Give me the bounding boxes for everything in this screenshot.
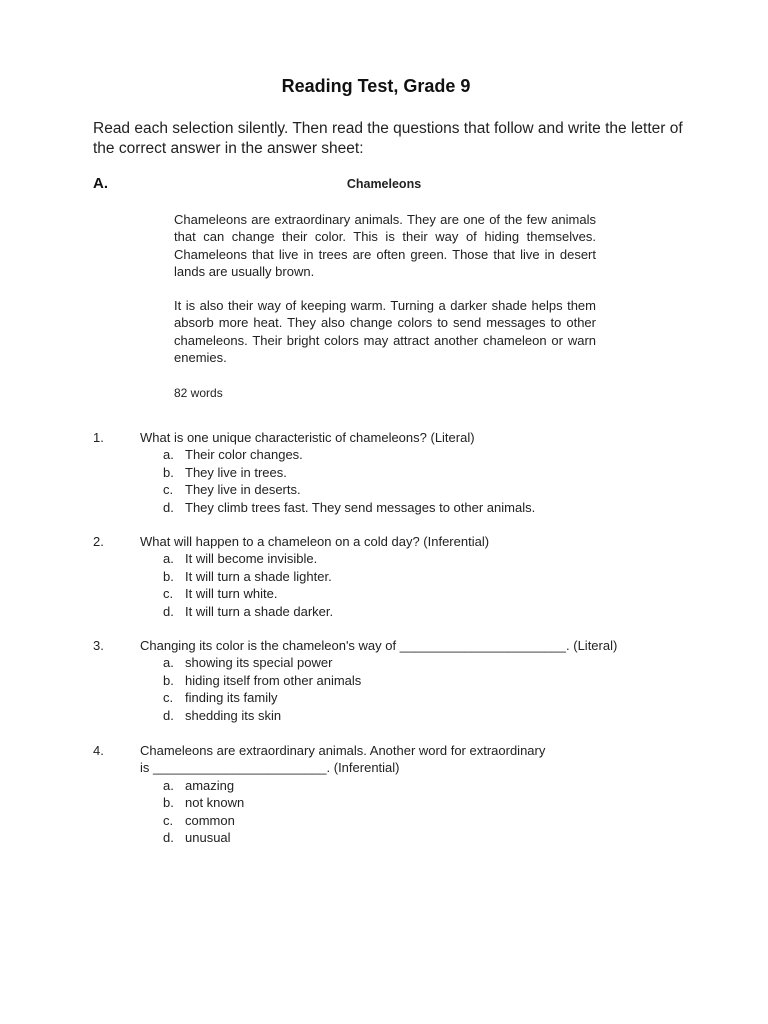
question-text: Changing its color is the chameleon's way of _______________________. (Literal) — [140, 638, 618, 653]
options-list — [163, 777, 244, 847]
option-text: It will turn a shade darker. — [185, 603, 334, 619]
option-letter: d. — [163, 499, 174, 515]
instructions: Read each selection silently. Then read the questions that follow and write the letter of the correct answer in the answer sheet: — [93, 120, 683, 157]
question-text: Chameleons are extraordinary animals. Another word for extraordinary — [140, 743, 546, 758]
option-c — [163, 481, 535, 498]
option-letter: c. — [163, 586, 174, 602]
page-title: Reading Test, Grade 9 — [281, 76, 471, 96]
option-letter: d. — [163, 829, 174, 845]
options-list — [163, 446, 535, 516]
option-text: hiding itself from other animals — [185, 672, 362, 688]
passage-paragraph-1: Chameleons are extraordinary animals. They are one of the few animals that can change their color. This is their way of hiding themselves. Chameleons that live in trees are often green. Those that live in desert lands are usually brown. — [174, 212, 596, 279]
option-letter: b. — [163, 795, 174, 811]
option-text: showing its special power — [185, 655, 333, 671]
option-a — [163, 446, 535, 463]
option-letter: a. — [163, 655, 174, 671]
option-letter: d. — [163, 603, 174, 619]
question-number: 3. — [93, 638, 104, 653]
option-d — [163, 603, 333, 620]
option-d — [163, 707, 361, 724]
option-letter: d. — [163, 707, 174, 723]
option-text: amazing — [185, 777, 235, 793]
passage-title: Chameleons — [346, 177, 422, 191]
question-text: What will happen to a chameleon on a cold day? (Inferential) — [140, 534, 490, 549]
question-number: 1. — [93, 430, 104, 445]
option-text: They live in deserts. — [185, 482, 301, 498]
passage — [174, 211, 596, 383]
option-c — [163, 689, 361, 706]
option-letter: b. — [163, 672, 174, 688]
option-text: They live in trees. — [185, 464, 287, 480]
option-b — [163, 464, 535, 481]
option-letter: c. — [163, 690, 174, 706]
option-text: shedding its skin — [185, 707, 282, 723]
option-text: It will become invisible. — [185, 551, 318, 567]
option-text: not known — [185, 795, 245, 811]
option-text: It will turn white. — [185, 586, 278, 602]
option-letter: b. — [163, 464, 174, 480]
option-b — [163, 794, 244, 811]
option-c — [163, 812, 244, 829]
question-text: What is one unique characteristic of chameleons? (Literal) — [140, 430, 475, 445]
option-a — [163, 550, 333, 567]
option-d — [163, 829, 244, 846]
section-letter: A. — [93, 175, 108, 192]
option-text: finding its family — [185, 690, 278, 706]
option-b — [163, 672, 361, 689]
options-list — [163, 550, 333, 620]
option-letter: c. — [163, 482, 174, 498]
option-text: Their color changes. — [185, 447, 303, 463]
option-text: unusual — [185, 829, 231, 845]
option-letter: a. — [163, 447, 174, 463]
question-text-continued: is ________________________. (Inferential) — [140, 760, 400, 776]
option-text: They climb trees fast. They send messages to other animals. — [185, 499, 536, 515]
option-letter: a. — [163, 777, 174, 793]
option-letter: a. — [163, 551, 174, 567]
option-c — [163, 585, 333, 602]
passage-paragraph-2: It is also their way of keeping warm. Turning a darker shade helps them absorb more heat. They also change colors to send messages to other chameleons. Their bright colors may attract another chameleon or warn enemies. — [174, 298, 596, 366]
option-text: common — [185, 812, 235, 828]
option-text: It will turn a shade lighter. — [185, 568, 332, 584]
option-letter: b. — [163, 568, 174, 584]
question-number: 4. — [93, 743, 104, 758]
question-number: 2. — [93, 534, 104, 549]
option-d — [163, 499, 535, 516]
option-a — [163, 654, 361, 671]
option-letter: c. — [163, 812, 174, 828]
option-a — [163, 777, 244, 794]
options-list — [163, 654, 361, 724]
option-b — [163, 568, 333, 585]
word-count: 82 words — [174, 386, 223, 400]
